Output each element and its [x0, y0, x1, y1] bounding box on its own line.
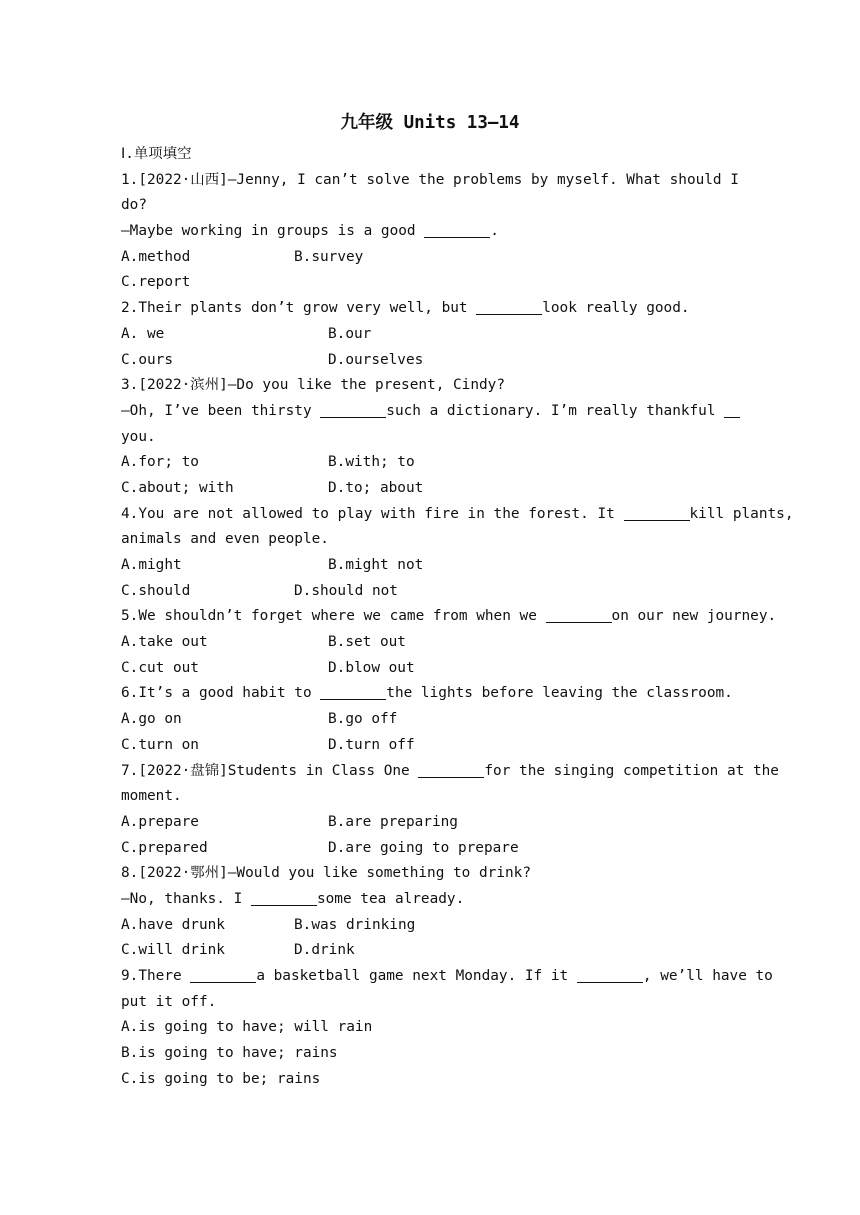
option-c: C.turn on: [121, 736, 199, 753]
option-b: B.set out: [328, 634, 406, 651]
question-9-text: 9.There: [121, 968, 191, 984]
question-9-stem-cont: put it off.: [121, 993, 217, 1010]
question-3-stem: 3.[2022·滨州]—Do you like the present, Cindy?: [121, 377, 506, 394]
option-a: A.is going to have; will rain: [121, 1019, 373, 1036]
option-c: C.report: [121, 274, 191, 291]
question-6-text-end: the lights before leaving the classroom.: [386, 685, 733, 702]
answer-blank-short: [724, 402, 740, 418]
option-b: B.might not: [328, 557, 424, 573]
question-5-text-end: on our new journey.: [611, 608, 777, 625]
option-a: A.go on: [121, 711, 182, 728]
question-3-text: —Oh, I’ve been thirsty: [121, 402, 321, 419]
option-c: C.will drink: [121, 942, 225, 959]
option-d: D.to; about: [328, 479, 424, 496]
question-8-dialogue: [121, 887, 741, 913]
question-3-dialogue: [121, 399, 741, 425]
option-c: C.should: [121, 582, 191, 599]
option-a: A.take out: [121, 634, 208, 651]
answer-blank: [546, 607, 612, 623]
page-title: 九年级 Units 13—14: [340, 113, 520, 133]
question-2-stem: [121, 296, 741, 322]
question-1-stem-cont: do?: [121, 197, 147, 214]
option-d: D.are going to prepare: [328, 839, 519, 856]
question-5-options-row2: [121, 656, 741, 682]
option-a: A.for; to: [121, 454, 199, 471]
question-3-options-row2: [121, 476, 741, 502]
question-4-options: [121, 553, 741, 579]
option-c: C.ours: [121, 351, 173, 368]
option-b: B.go off: [328, 711, 398, 728]
question-8-options: [121, 913, 741, 939]
question-8-stem: 8.[2022·鄂州]—Would you like something to drink?: [121, 865, 531, 882]
answer-blank: [251, 890, 317, 906]
question-1-stem: 1.[2022·山西]—Jenny, I can’t solve the problems by myself. What should I: [121, 171, 739, 188]
question-5-text: 5.We shouldn’t forget where we came from when we: [121, 608, 546, 625]
question-1-dialogue: [121, 219, 741, 245]
option-b: B.was drinking: [294, 916, 416, 933]
question-2-options: [121, 322, 741, 348]
option-b: B.with; to: [328, 454, 415, 471]
option-b: B.our: [328, 325, 372, 342]
option-a: A.might: [121, 557, 182, 573]
option-d: D.should not: [294, 582, 398, 599]
answer-blank: [190, 967, 256, 983]
option-c: C.prepared: [121, 839, 208, 856]
question-7-options: [121, 810, 741, 836]
question-4-stem: [121, 502, 794, 528]
section-heading: Ⅰ.单项填空: [121, 146, 192, 162]
question-5-options: [121, 630, 741, 656]
option-b: B.is going to have; rains: [121, 1045, 338, 1062]
answer-blank: [418, 762, 484, 778]
option-a: A.method: [121, 248, 191, 265]
question-7-text-end: for the singing competition at the: [484, 762, 779, 779]
option-a: A.prepare: [121, 813, 199, 830]
option-b: B.survey: [294, 248, 364, 265]
question-9-text-mid: a basketball game next Monday. If it: [256, 968, 577, 984]
answer-blank: [320, 402, 386, 418]
question-6-options: [121, 707, 741, 733]
question-8-text: —No, thanks. I: [121, 890, 251, 907]
question-6-text: 6.It’s a good habit to: [121, 685, 321, 702]
option-d: D.ourselves: [328, 351, 424, 368]
question-9-text-end: , we’ll have to: [642, 968, 773, 984]
question-7-stem: [121, 759, 779, 785]
question-2-text: 2.Their plants don’t grow very well, but: [121, 300, 477, 317]
question-8-text-end: some tea already.: [316, 890, 465, 907]
option-c: C.cut out: [121, 659, 199, 676]
question-3-stem-cont: you.: [121, 428, 156, 445]
option-d: D.drink: [294, 942, 355, 959]
question-7-options-row2: [121, 836, 741, 862]
option-a: A.have drunk: [121, 916, 225, 933]
question-7-stem-cont: moment.: [121, 788, 182, 805]
question-4-options-row2: [121, 579, 741, 605]
option-b: B.are preparing: [328, 813, 458, 830]
option-c: C.is going to be; rains: [121, 1070, 321, 1087]
answer-blank: [320, 684, 386, 700]
answer-blank: [624, 505, 690, 521]
question-6-options-row2: [121, 733, 741, 759]
question-2-options-row2: [121, 348, 741, 374]
question-3-text-mid: such a dictionary. I’m really thankful: [386, 402, 725, 419]
question-4-stem-cont: animals and even people.: [121, 531, 329, 548]
option-a: A. we: [121, 325, 165, 342]
question-1-text-end: .: [490, 223, 499, 240]
option-c: C.about; with: [121, 479, 234, 496]
question-9-stem: [121, 964, 773, 990]
question-5-stem: [121, 604, 777, 630]
option-d: D.turn off: [328, 736, 415, 753]
question-4-text: 4.You are not allowed to play with fire in the forest. It: [121, 505, 624, 522]
question-8-options-row2: [121, 938, 741, 964]
question-6-stem: [121, 681, 741, 707]
question-7-text: 7.[2022·盘锦]Students in Class One: [121, 762, 419, 779]
answer-blank: [424, 222, 490, 238]
question-1-options: [121, 245, 741, 271]
question-1-options-row2: [121, 270, 741, 296]
question-1-text: —Maybe working in groups is a good: [121, 223, 425, 240]
answer-blank-2: [577, 967, 643, 983]
question-list: [121, 142, 794, 1092]
option-d: D.blow out: [328, 659, 415, 676]
question-2-text-end: look really good.: [542, 300, 690, 317]
answer-blank: [476, 299, 542, 315]
question-3-options: [121, 450, 741, 476]
question-4-text-end: kill plants,: [689, 505, 794, 522]
